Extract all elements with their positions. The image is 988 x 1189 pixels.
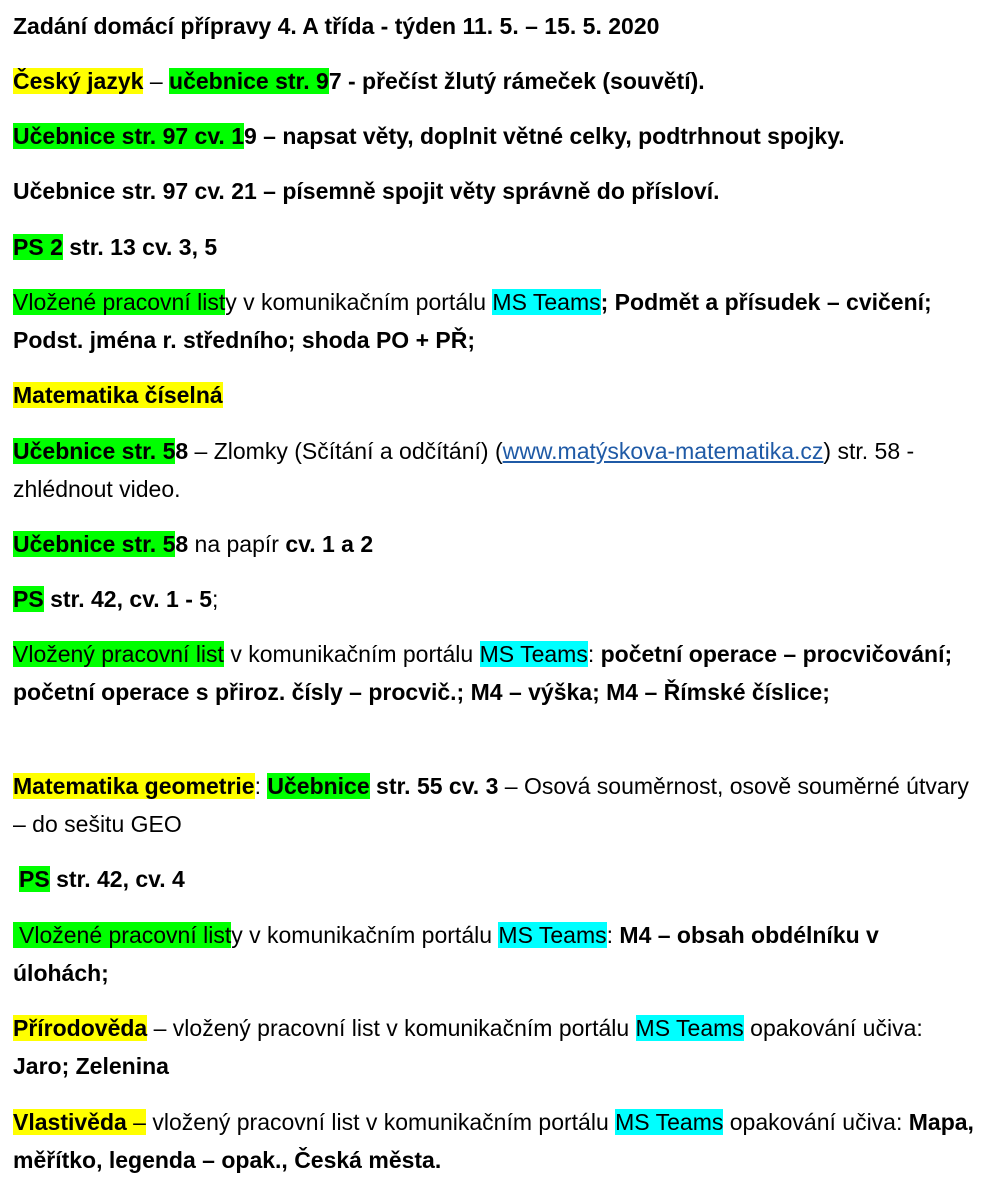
homeland-topics: Mapa, měřítko, legenda – opak., Česká města. [13, 1109, 974, 1173]
czech-book-line [13, 62, 974, 100]
geo-book-text: – Osová souměrnost, osově souměrné útvary – do sešitu GEO [13, 773, 969, 837]
ms-teams-label: MS Teams [615, 1109, 724, 1135]
geo-sheets-ref: Vložené pracovní list [13, 922, 231, 948]
math-paper-exercises: cv. 1 a 2 [285, 531, 374, 557]
colon: : [606, 922, 620, 948]
math-book-end: ) str. 58 - zhlédnout video. [13, 438, 915, 502]
math-video-link[interactable]: www.matýskova-matematika.cz [502, 438, 824, 464]
geo-book-ref: Učebnice [267, 773, 370, 799]
science-line [13, 1009, 974, 1085]
math-ps-ref: PS [13, 586, 44, 612]
ms-teams-label: MS Teams [492, 289, 601, 315]
geometry-line [13, 767, 974, 843]
document-title [13, 7, 974, 45]
portal-text: v komunikačním portálu [242, 922, 499, 948]
czech-ex21-text: Učebnice str. 97 cv. 21 – písemně spojit věty správně do přísloví. [13, 178, 720, 204]
subject-math: Matematika číselná [13, 382, 223, 408]
math-heading [13, 376, 974, 414]
math-book-8: 8 [175, 438, 189, 464]
math-book-ref: Učebnice str. 5 [13, 438, 176, 464]
science-text: – vložený pracovní list v komunikačním portálu [147, 1015, 636, 1041]
ms-teams-label: MS Teams [479, 641, 588, 667]
title-text: Zadání domácí přípravy 4. A třída - týden 11. 5. – 15. 5. 2020 [13, 13, 660, 39]
math-book-text: – Zlomky (Sčítání a odčítání) ( [188, 438, 503, 464]
portal-text: v komunikačním portálu [223, 641, 480, 667]
math-ps-semicolon: ; [212, 586, 219, 612]
ms-teams-label: MS Teams [498, 922, 607, 948]
math-workbook [13, 580, 974, 618]
czech-ps-task: str. 13 cv. 3, 5 [62, 234, 218, 260]
czech-worksheets [13, 283, 974, 359]
portal-text: v komunikačním portálu [236, 289, 493, 315]
czech-ex19-task: 9 – napsat věty, doplnit větné celky, podtrhnout spojky. [244, 123, 845, 149]
czech-workbook [13, 228, 974, 266]
geo-sheets-y: y [231, 922, 243, 948]
geo-sheet-topics: M4 – obsah obdélníku v úlohách; [13, 922, 879, 986]
subject-czech: Český jazyk [13, 68, 144, 94]
math-sheet-topics: početní operace – procvičování; početní operace s přiroz. čísly – procvič.; M4 – výška; M4 – Římské číslice; [13, 641, 953, 705]
homeland-text: vložený pracovní list v komunikačním portálu [145, 1109, 616, 1135]
czech-book-ref: učebnice str. 9 [169, 68, 329, 94]
math-book-line [13, 432, 974, 508]
geo-ps-task: str. 42, cv. 4 [49, 866, 185, 892]
math-paper-text: na papír [188, 531, 286, 557]
czech-book-task: 7 - přečíst žlutý rámeček (souvětí). [328, 68, 705, 94]
geo-worksheets [13, 916, 974, 992]
math-paper-8: 8 [175, 531, 189, 557]
czech-exercise-19 [13, 117, 974, 155]
math-paper-line [13, 525, 974, 563]
subject-science: Přírodověda [13, 1015, 148, 1041]
colon: : [587, 641, 601, 667]
homeland-line [13, 1103, 974, 1179]
science-review: opakování učiva: [743, 1015, 923, 1041]
geo-book-page: str. 55 cv. 3 [369, 773, 499, 799]
colon: : [254, 773, 268, 799]
math-sheet-ref: Vložený pracovní list [13, 641, 224, 667]
math-paper-ref: Učebnice str. 5 [13, 531, 176, 557]
czech-ex19-ref: Učebnice str. 97 cv. 1 [13, 123, 244, 149]
science-topics: Jaro; Zelenina [13, 1053, 169, 1079]
geo-ps-ref: PS [19, 866, 50, 892]
math-worksheets [13, 635, 974, 711]
subject-geometry: Matematika geometrie [13, 773, 255, 799]
czech-ps-ref: PS 2 [13, 234, 63, 260]
czech-sheets-y: y [225, 289, 237, 315]
ms-teams-label: MS Teams [635, 1015, 744, 1041]
geo-workbook [19, 860, 974, 898]
czech-sheet-topics: ; Podmět a přísudek – cvičení; Podst. jména r. středního; shoda PO + PŘ; [13, 289, 932, 353]
czech-sheets-ref: Vložené pracovní list [13, 289, 226, 315]
dash: – [143, 68, 170, 94]
subject-homeland: Vlastivěda [13, 1109, 127, 1135]
czech-exercise-21 [13, 172, 974, 210]
homeland-review: opakování učiva: [723, 1109, 909, 1135]
dash: – [126, 1109, 146, 1135]
math-ps-task: str. 42, cv. 1 - 5 [43, 586, 213, 612]
